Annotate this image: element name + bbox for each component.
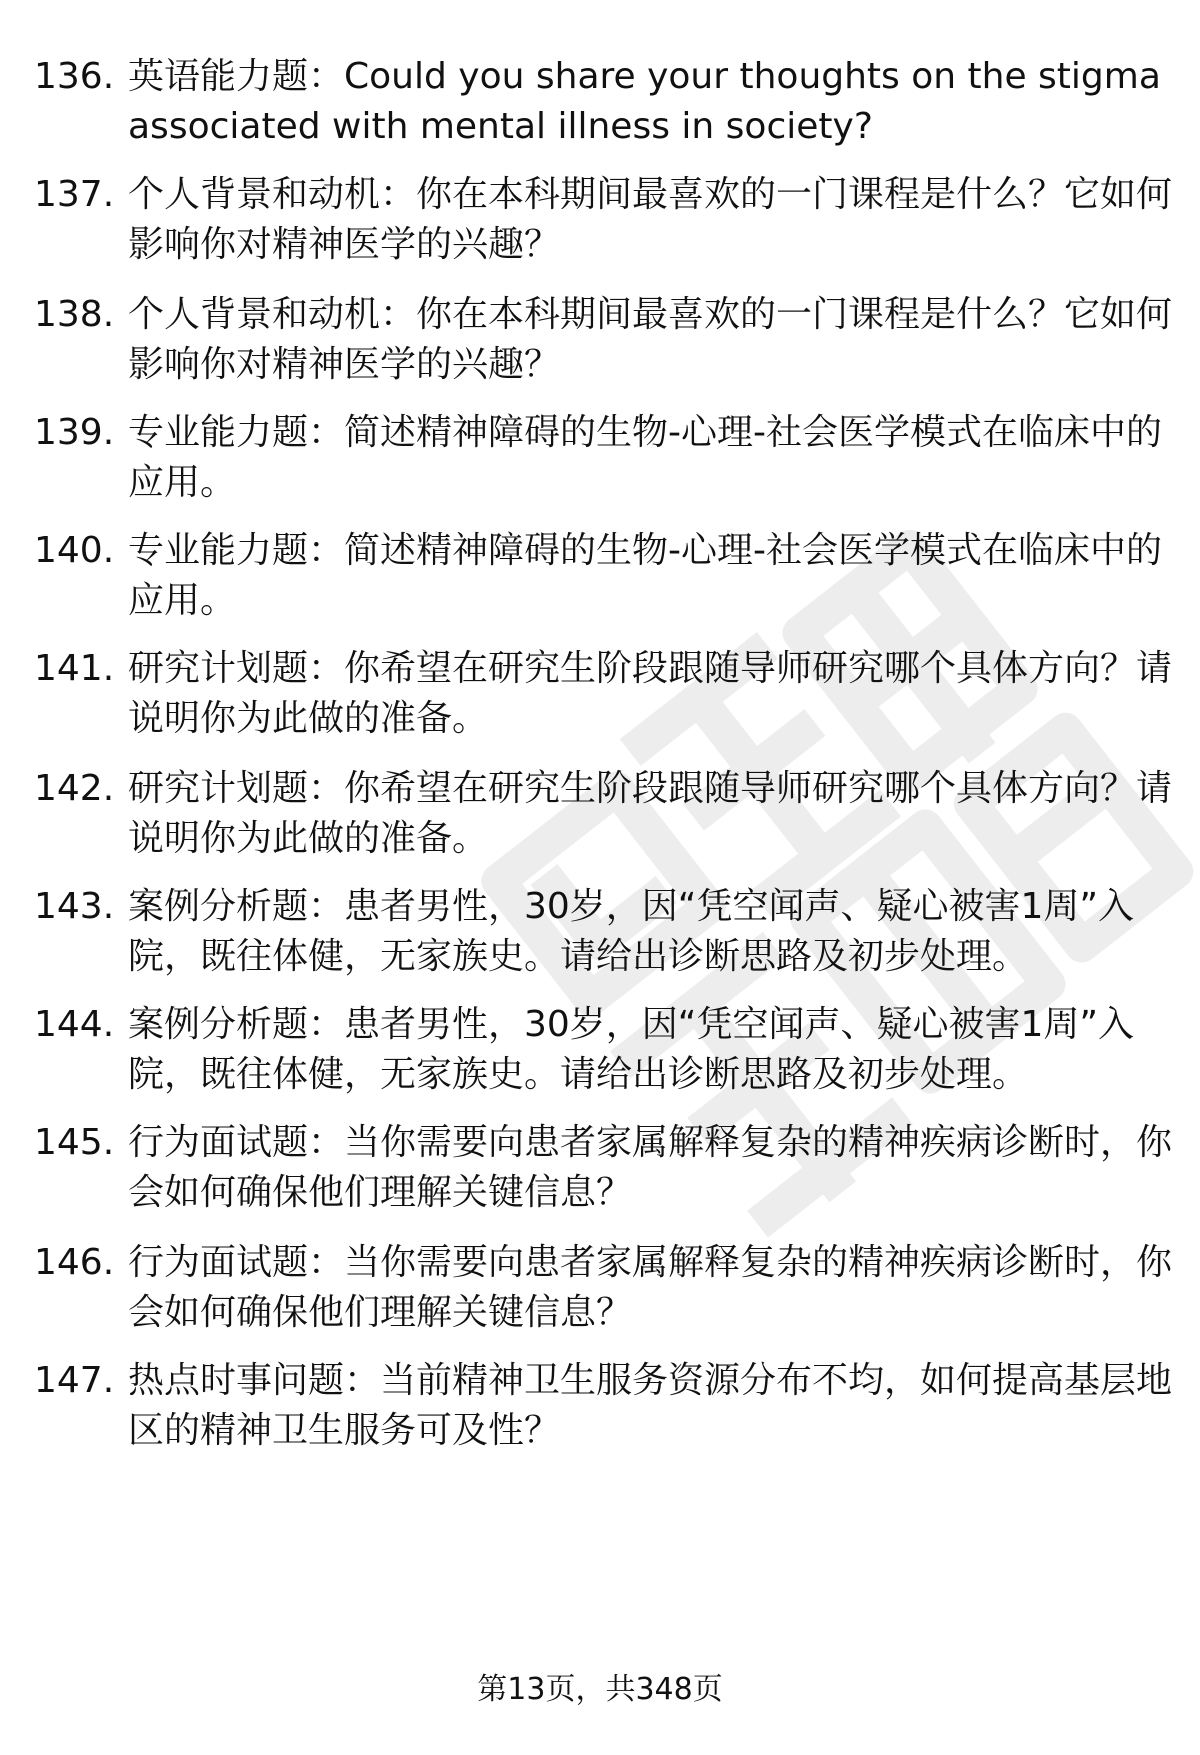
question-text: 案例分析题：患者男性，30岁，因“凭空闻声、疑心被害1周”入院，既往体健，无家族史。请给出诊断思路及初步处理。 bbox=[128, 886, 1135, 977]
question-number: 145. bbox=[34, 1122, 115, 1163]
question-item bbox=[34, 526, 1174, 626]
question-number: 144. bbox=[34, 1004, 115, 1045]
question-number: 142. bbox=[34, 768, 115, 809]
question-item bbox=[34, 408, 1174, 508]
question-item bbox=[34, 290, 1174, 390]
question-text: 个人背景和动机：你在本科期间最喜欢的一门课程是什么？它如何影响你对精神医学的兴趣？ bbox=[128, 174, 1173, 265]
question-item bbox=[34, 1238, 1174, 1338]
question-item bbox=[34, 764, 1174, 864]
question-item bbox=[34, 882, 1174, 982]
question-text: 行为面试题：当你需要向患者家属解释复杂的精神疾病诊断时，你会如何确保他们理解关键信息？ bbox=[128, 1122, 1173, 1213]
question-number: 137. bbox=[34, 174, 115, 215]
question-text: 专业能力题：简述精神障碍的生物-心理-社会医学模式在临床中的应用。 bbox=[128, 530, 1162, 621]
question-item bbox=[34, 644, 1174, 744]
question-item bbox=[34, 1118, 1174, 1218]
question-number: 139. bbox=[34, 412, 115, 453]
question-text: 案例分析题：患者男性，30岁，因“凭空闻声、疑心被害1周”入院，既往体健，无家族史。请给出诊断思路及初步处理。 bbox=[128, 1004, 1135, 1095]
question-number: 136. bbox=[34, 56, 115, 97]
question-text: 研究计划题：你希望在研究生阶段跟随导师研究哪个具体方向？请说明你为此做的准备。 bbox=[128, 648, 1173, 739]
question-text: 研究计划题：你希望在研究生阶段跟随导师研究哪个具体方向？请说明你为此做的准备。 bbox=[128, 768, 1173, 859]
question-number: 141. bbox=[34, 648, 115, 689]
question-number: 147. bbox=[34, 1360, 115, 1401]
question-text: 个人背景和动机：你在本科期间最喜欢的一门课程是什么？它如何影响你对精神医学的兴趣？ bbox=[128, 294, 1173, 385]
question-text: 行为面试题：当你需要向患者家属解释复杂的精神疾病诊断时，你会如何确保他们理解关键信息？ bbox=[128, 1242, 1173, 1333]
page-footer: 第13页，共348页 bbox=[477, 1672, 723, 1707]
question-text: 热点时事问题：当前精神卫生服务资源分布不均，如何提高基层地区的精神卫生服务可及性？ bbox=[128, 1360, 1173, 1451]
question-item bbox=[34, 52, 1174, 152]
question-number: 146. bbox=[34, 1242, 115, 1283]
question-item bbox=[34, 1000, 1174, 1100]
question-number: 140. bbox=[34, 530, 115, 571]
question-text: 专业能力题：简述精神障碍的生物-心理-社会医学模式在临床中的应用。 bbox=[128, 412, 1162, 503]
question-number: 143. bbox=[34, 886, 115, 927]
question-text: 英语能力题：Could you share your thoughts on the stigma associated with mental illness in society? bbox=[128, 56, 1161, 147]
question-number: 138. bbox=[34, 294, 115, 335]
question-item bbox=[34, 170, 1174, 270]
question-item bbox=[34, 1356, 1174, 1456]
